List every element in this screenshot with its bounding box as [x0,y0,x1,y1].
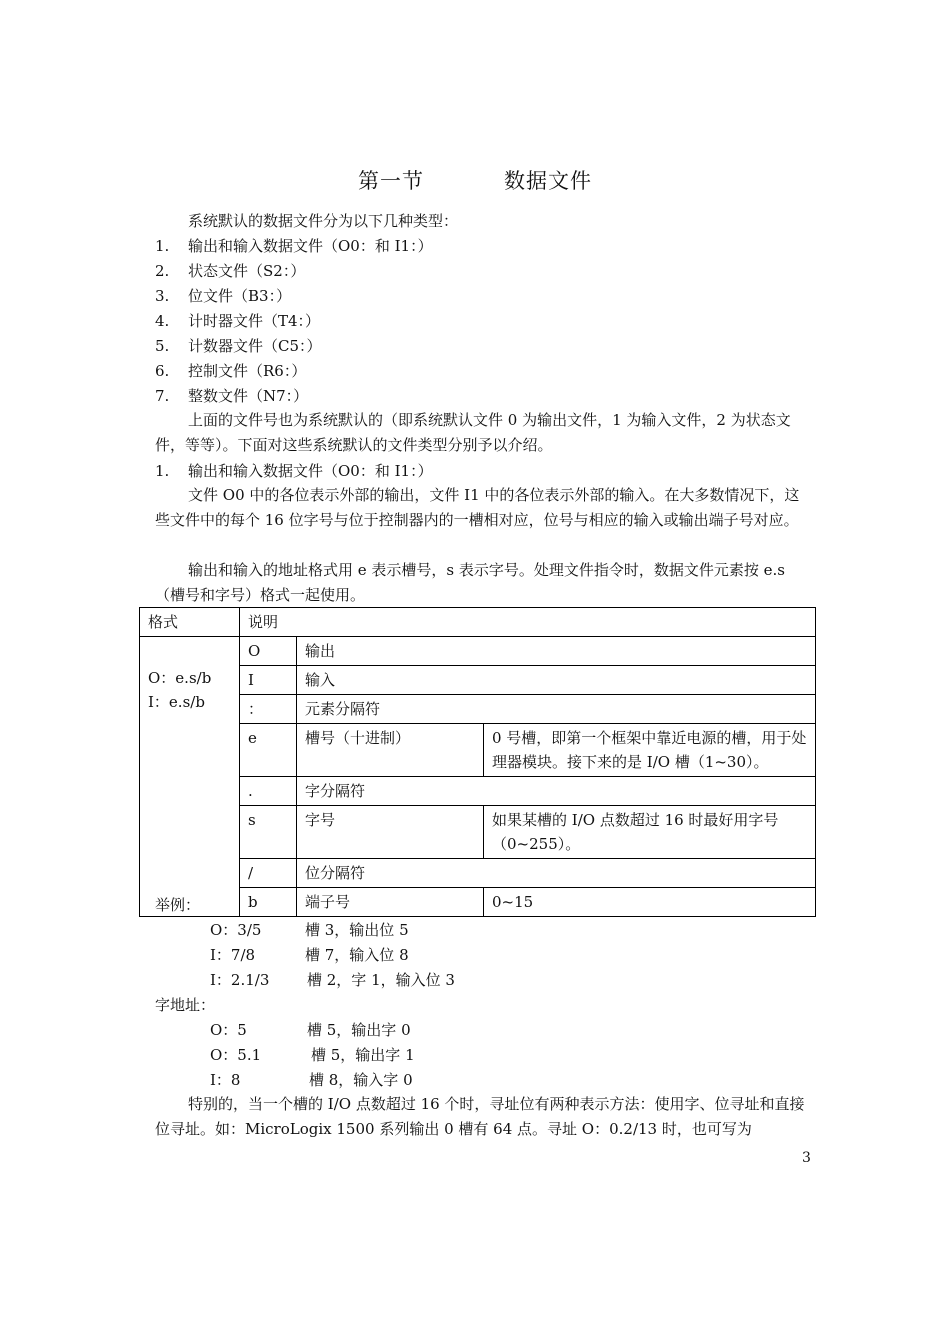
example-description: 槽 7，输入位 8 [305,946,409,964]
page-number: 3 [802,1150,811,1166]
word-address-label: 字地址： [155,996,216,1014]
example-address: I：7/8 [210,946,256,964]
table-header-cell: 格式 [140,608,240,637]
table-cell: e [240,724,297,777]
section-name: 数据文件 [504,169,592,193]
word-address: O：5.1 [210,1046,262,1064]
section-number: 第一节 [358,169,424,193]
word-address-description: 槽 8，输入字 0 [309,1071,413,1089]
example-description: 槽 2，字 1，输入位 3 [307,971,455,989]
table-row [140,777,816,806]
table-row [140,695,816,724]
table-cell: / [240,859,297,888]
word-address: O：5 [210,1021,247,1039]
table-row [140,888,816,917]
table-cell: s [240,806,297,859]
table-cell: 输出 [297,637,816,666]
word-address-description: 槽 5，输出字 0 [307,1021,411,1039]
example-address: O：3/5 [210,921,262,939]
example-address: I：2.1/3 [210,971,270,989]
intro-text: 系统默认的数据文件分为以下几种类型： [188,212,459,230]
table-row [140,859,816,888]
paragraph-io-files: 文件 O0 中的各位表示外部的输出，文件 I1 中的各位表示外部的输入。在大多数情况下，这些文件中的每个 16 位字号与位于控制器内的一槽相对应，位号与相应的输入或输出端子号对应。 [155,486,800,529]
table-cell: 元素分隔符 [297,695,816,724]
table-row [140,637,816,666]
table-cell: 0~15 [484,888,816,917]
word-address: I：8 [210,1071,241,1089]
format-line: O：e.s/b [148,668,212,687]
table-cell: . [240,777,297,806]
table-row [140,666,816,695]
format-line: I：e.s/b [148,692,205,711]
paragraph-bit-addressing: 特别的，当一个槽的 I/O 点数超过 16 个时，寻址位有两种表示方法：使用字、位寻址和直接位寻址。如：MicroLogix 1500 系列输出 0 槽有 64 点。寻址 O：0.2/13 时，也可写为 [155,1095,805,1138]
table-header-row [140,608,816,637]
address-format-table [139,607,816,917]
paragraph-default-files: 上面的文件号也为系统默认的（即系统默认文件 0 为输出文件，1 为输入文件，2 为状态文件，等等）。下面对这些系统默认的文件类型分别予以介绍。 [155,411,791,454]
table-cell: ： [240,695,297,724]
document-page: 第一节 数据文件 系统默认的数据文件分为以下几种类型： 1. 输出和输入数据文件（O0：和 I1：） 2. 状态文件（S2：） 3. 位文件（B3：） 4. 计时器文件（T4：） 5. 计数器文件（C5：） 6. 控制文件（R6：） 7. 整数文件（N7：） 上面的文件号也为系统默认的（即系统默认文件 0 为输出文件，1 为输入文件，2 为状态文件，等等）。下面对这些系统默认的文件类型分别予以介绍。 1. 输出和输入数据文件（O0：和 I1：） 文件 O0 中的各位表示外部的输出，文件 I1 中的各位表示外部的输入。在大多数情况下，这些文件中的每个 16 位字号与位于控制器内的一槽相对应，位号与相应的输入或输出端子号对应。 输出和输入的地址格式用 e 表示槽号，s 表示字号。处理文件指令时，数据文件元素按 e.s（槽号和字号）格式一起使用。 格式 说明 O：e.s/b I：e.s/b O 输出 I 输入 ： 元素分隔符 e 槽号（十进制） 0 号槽，即第一个框架中靠近电源的槽，用于处理器模块。接下来的是 I/O 槽（1~30）。 . 字分隔符 s 字号 如果某槽的 I/O 点数超过 16 时最好用字号（0~255）。 / 位分隔符 b 端子号 0~15 举例： O：3/5 槽 3，输出位 5 I：7/8 槽 7，输入位 8 I：2.1/3 槽 2，字 1，输入位 3 字地址： O：5 槽 5，输出字 0 O：5.1 槽 5，输出字 1 I：8 槽 8，输入字 0 特别的，当一个槽的 I/O 点数超过 16 个时，寻址位有两种表示方法：使用字、位寻址和直接位寻址。如：MicroLogix 1500 系列输出 0 槽有 64 点。寻址 O：0.2/13 时，也可写为 3 [0,0,950,1344]
table-cell: b [240,888,297,917]
table-cell: O [240,637,297,666]
table-row [140,806,816,859]
table-cell: 如果某槽的 I/O 点数超过 16 时最好用字号（0~255）。 [484,806,816,859]
format-cell [140,637,240,917]
table-cell: I [240,666,297,695]
paragraph-address-format: 输出和输入的地址格式用 e 表示槽号，s 表示字号。处理文件指令时，数据文件元素按 e.s（槽号和字号）格式一起使用。 [155,561,785,604]
table-cell: 字分隔符 [297,777,816,806]
table-cell: 槽号（十进制） [297,724,484,777]
table-row [140,724,816,777]
section-title [0,165,950,195]
table-cell: 端子号 [297,888,484,917]
table-cell: 位分隔符 [297,859,816,888]
word-address-description: 槽 5，输出字 1 [311,1046,415,1064]
table-cell: 字号 [297,806,484,859]
example-description: 槽 3，输出位 5 [305,921,409,939]
table-header-cell: 说明 [240,608,816,637]
table-cell: 输入 [297,666,816,695]
example-label: 举例： [155,896,201,914]
table-cell: 0 号槽，即第一个框架中靠近电源的槽，用于处理器模块。接下来的是 I/O 槽（1~30）。 [484,724,816,777]
